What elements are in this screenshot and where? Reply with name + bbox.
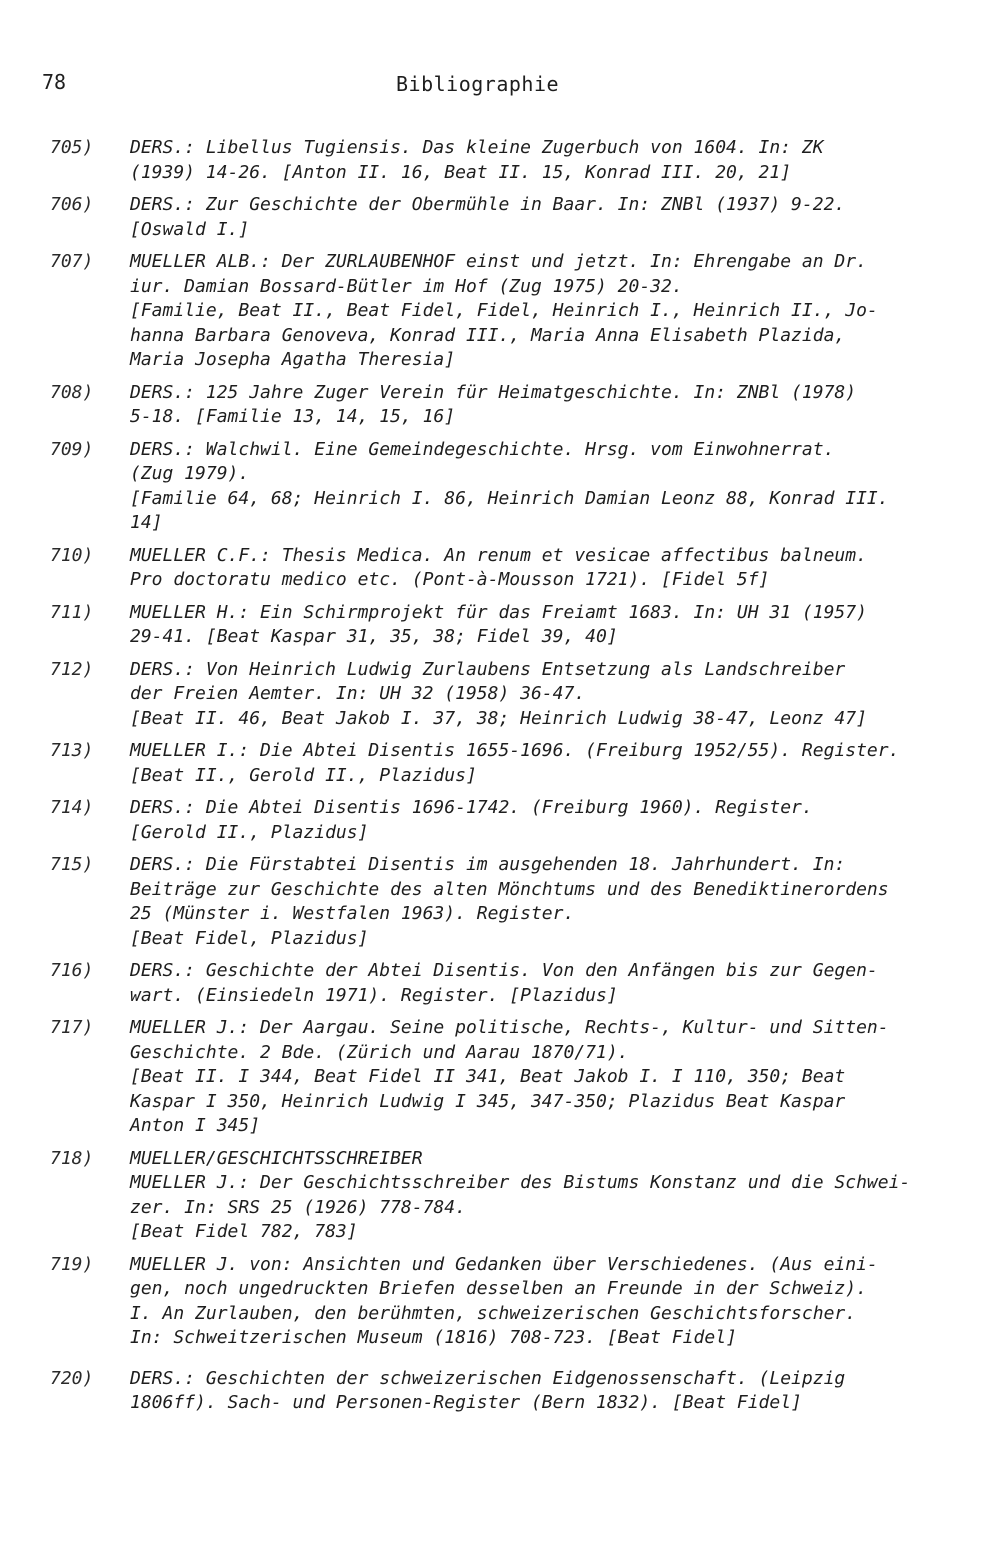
entry-line: MUELLER I.: Die Abtei Disentis 1655-1696. (Freiburg 1952/55). Register. xyxy=(130,740,900,761)
entry-line: zer. In: SRS 25 (1926) 778-784. xyxy=(130,1196,466,1218)
bibliography-entry xyxy=(0,853,1000,951)
entry-line: 25 (Münster i. Westfalen 1963). Register. xyxy=(130,903,575,924)
entry-line: [Beat Fidel 782, 783] xyxy=(130,1221,358,1242)
entry-number: 707) xyxy=(50,251,94,272)
entry-line: MUELLER ALB.: Der ZURLAUBENHOF einst und jetzt. In: Ehrengabe an Dr. xyxy=(130,251,867,272)
entry-line: der Freien Aemter. In: UH 32 (1958) 36-47. xyxy=(130,683,586,704)
entry-line: DERS.: Zur Geschichte der Obermühle in Baar. In: ZNBl (1937) 9-22. xyxy=(130,194,846,215)
entry-line: (Zug 1979). xyxy=(130,463,250,484)
entry-line: 29-41. [Beat Kaspar 31, 35, 38; Fidel 39, 40] xyxy=(130,626,618,647)
entry-line: [Familie 64, 68; Heinrich I. 86, Heinrich Damian Leonz 88, Konrad III. xyxy=(130,487,889,509)
bibliography-entry xyxy=(0,544,1000,593)
entry-line: 1806ff). Sach- und Personen-Register (Bern 1832). [Beat Fidel] xyxy=(130,1392,802,1413)
entry-text xyxy=(130,193,960,242)
entry-number: 710) xyxy=(50,544,94,566)
bibliography-entry xyxy=(0,601,1000,650)
entry-text xyxy=(130,136,960,185)
entry-line: DERS.: Die Fürstabtei Disentis im ausgehenden 18. Jahrhundert. In: xyxy=(130,854,846,875)
bibliography-entry xyxy=(0,1016,1000,1139)
bibliography-entry xyxy=(0,1253,1000,1351)
bibliography-entry xyxy=(0,959,1000,1008)
entry-line: Kaspar I 350, Heinrich Ludwig I 345, 347-350; Plazidus Beat Kaspar xyxy=(130,1090,846,1112)
entry-line: MUELLER J.: Der Aargau. Seine politische, Rechts-, Kultur- und Sitten- xyxy=(130,1017,889,1038)
entry-line: Maria Josepha Agatha Theresia] xyxy=(130,349,456,370)
entry-number: 705) xyxy=(50,137,94,158)
entry-line: DERS.: Walchwil. Eine Gemeindegeschichte. Hrsg. vom Einwohnerrat. xyxy=(130,438,835,460)
bibliography-entry xyxy=(0,250,1000,373)
entry-line: wart. (Einsiedeln 1971). Register. [Plazidus] xyxy=(130,984,618,1006)
entry-line: [Oswald I.] xyxy=(130,218,250,240)
entry-text xyxy=(130,658,960,732)
entry-line: gen, noch ungedruckten Briefen desselben an Freunde in der Schweiz). xyxy=(130,1278,867,1299)
entry-text xyxy=(130,601,960,650)
entry-line: I. An Zurlauben, den berühmten, schweizerischen Geschichtsforscher. xyxy=(130,1302,857,1324)
entry-line: MUELLER H.: Ein Schirmprojekt für das Freiamt 1683. In: UH 31 (1957) xyxy=(130,601,867,623)
entry-line: DERS.: 125 Jahre Zuger Verein für Heimatgeschichte. In: ZNBl (1978) xyxy=(130,381,857,403)
entry-number: 709) xyxy=(50,438,94,460)
entry-line: DERS.: Die Abtei Disentis 1696-1742. (Freiburg 1960). Register. xyxy=(130,797,813,818)
entry-line: (1939) 14-26. [Anton II. 16, Beat II. 15, Konrad III. 20, 21] xyxy=(130,161,792,183)
entry-line: hanna Barbara Genoveva, Konrad III., Maria Anna Elisabeth Plazida, xyxy=(130,324,846,346)
entry-number: 706) xyxy=(50,194,94,215)
entry-number: 720) xyxy=(50,1367,94,1389)
entry-text xyxy=(130,959,960,1008)
entry-line: Geschichte. 2 Bde. (Zürich und Aarau 1870/71). xyxy=(130,1041,629,1063)
bibliography-entry xyxy=(0,796,1000,845)
entry-number: 708) xyxy=(50,381,94,403)
entry-line: [Beat II., Gerold II., Plazidus] xyxy=(130,764,477,786)
entry-number: 714) xyxy=(50,797,94,818)
entry-line: DERS.: Von Heinrich Ludwig Zurlaubens Entsetzung als Landschreiber xyxy=(130,658,846,680)
entry-line: iur. Damian Bossard-Bütler im Hof (Zug 1975) 20-32. xyxy=(130,275,683,297)
bibliography-entry xyxy=(0,136,1000,185)
entry-number: 719) xyxy=(50,1253,94,1275)
entry-number: 711) xyxy=(50,601,94,623)
entry-text xyxy=(130,1367,960,1416)
entry-line: Anton I 345] xyxy=(130,1115,261,1136)
entry-line: Pro doctoratu medico etc. (Pont-à-Mousson 1721). [Fidel 5f] xyxy=(130,569,770,590)
bibliography-entry xyxy=(0,193,1000,242)
entry-line: DERS.: Geschichten der schweizerischen Eidgenossenschaft. (Leipzig xyxy=(130,1367,846,1389)
entry-line: In: Schweitzerischen Museum (1816) 708-723. [Beat Fidel] xyxy=(130,1327,737,1348)
bibliography-entry xyxy=(0,658,1000,732)
bibliography-list xyxy=(0,136,1000,1424)
bibliography-entry xyxy=(0,438,1000,536)
bibliography-entry xyxy=(0,381,1000,430)
entry-line: [Beat Fidel, Plazidus] xyxy=(130,927,369,949)
entry-text xyxy=(130,438,960,536)
entry-line: [Familie, Beat II., Beat Fidel, Fidel, Heinrich I., Heinrich II., Jo- xyxy=(130,300,878,321)
entry-number: 716) xyxy=(50,960,94,981)
entry-number: 712) xyxy=(50,658,94,680)
entry-text xyxy=(130,853,960,951)
entry-text xyxy=(130,544,960,593)
entry-number: 715) xyxy=(50,854,94,875)
entry-text xyxy=(130,250,960,373)
entry-line: Beiträge zur Geschichte des alten Mönchtums und des Benediktinerordens xyxy=(130,878,889,900)
entry-text xyxy=(130,1016,960,1139)
bibliography-entry xyxy=(0,739,1000,788)
page-number: 78 xyxy=(42,70,67,94)
running-header-title: Bibliographie xyxy=(396,72,560,96)
entry-text xyxy=(130,1147,960,1245)
entry-line: [Beat II. 46, Beat Jakob I. 37, 38; Heinrich Ludwig 38-47, Leonz 47] xyxy=(130,707,867,729)
bibliography-entry xyxy=(0,1367,1000,1416)
entry-line: MUELLER J. von: Ansichten und Gedanken über Verschiedenes. (Aus eini- xyxy=(130,1253,878,1275)
entry-text xyxy=(130,1253,960,1351)
entry-line: MUELLER J.: Der Geschichtsschreiber des Bistums Konstanz und die Schwei- xyxy=(130,1172,911,1193)
entry-number: 717) xyxy=(50,1017,94,1038)
entry-line: DERS.: Libellus Tugiensis. Das kleine Zugerbuch von 1604. In: ZK xyxy=(130,137,824,158)
entry-line: MUELLER C.F.: Thesis Medica. An renum et vesicae affectibus balneum. xyxy=(130,544,867,566)
bibliography-entry xyxy=(0,1147,1000,1245)
entry-line: DERS.: Geschichte der Abtei Disentis. Von den Anfängen bis zur Gegen- xyxy=(130,960,878,981)
entry-line: [Gerold II., Plazidus] xyxy=(130,821,369,843)
entry-text xyxy=(130,381,960,430)
entry-text xyxy=(130,739,960,788)
entry-text xyxy=(130,796,960,845)
entry-line: 5-18. [Familie 13, 14, 15, 16] xyxy=(130,406,456,427)
entry-line: MUELLER/GESCHICHTSSCHREIBER xyxy=(130,1147,423,1169)
entry-number: 713) xyxy=(50,740,94,761)
entry-line: [Beat II. I 344, Beat Fidel II 341, Beat Jakob I. I 110, 350; Beat xyxy=(130,1066,846,1087)
entry-line: 14] xyxy=(130,512,163,533)
entry-number: 718) xyxy=(50,1147,94,1169)
